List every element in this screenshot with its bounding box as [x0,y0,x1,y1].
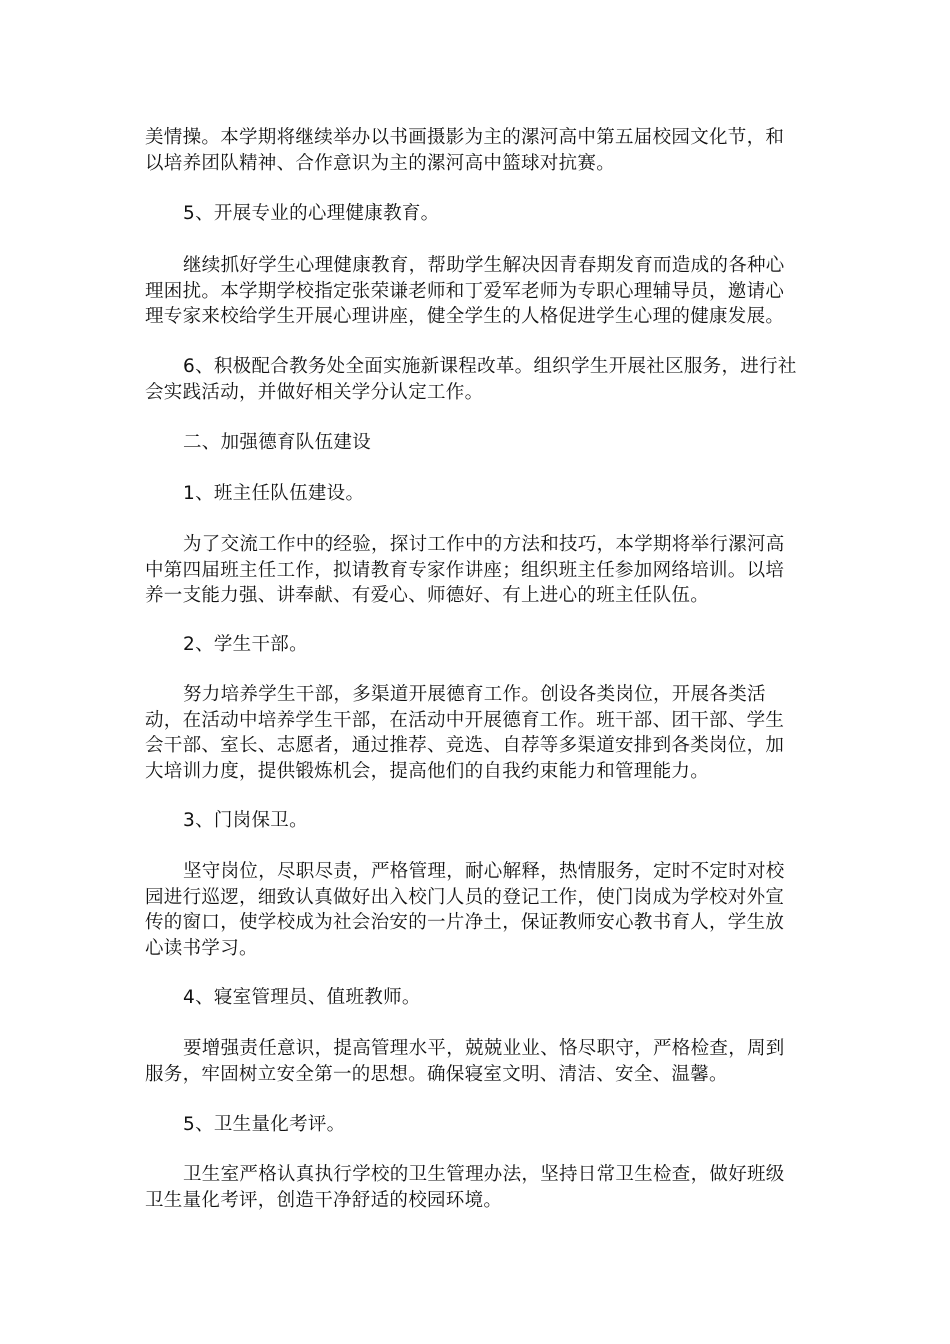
paragraph-gate-security [145,859,810,961]
heading-gate-security [145,808,810,834]
text-line: 努力培养学生干部，多渠道开展德育工作。创设各类岗位，开展各类活 [183,684,766,705]
text-line: 卫生量化考评，创造干净舒适的校园环境。 [145,1189,503,1211]
heading-dorm-management [145,985,810,1011]
text-line: 为了交流工作中的经验，探讨工作中的方法和技巧，本学期将举行漯河高 [183,534,785,555]
text-line: 大培训力度，提供锻炼机会，提高他们的自我约束能力和管理能力。 [145,760,710,782]
text-line: 坚守岗位，尽职尽责，严格管理，耐心解释，热情服务，定时不定时对校 [183,861,785,882]
text-line: 继续抓好学生心理健康教育，帮助学生解决因青春期发育而造成的各种心 [183,255,785,276]
paragraph-student-cadres [145,682,810,784]
heading-text: 5、卫生量化考评。 [183,1114,346,1135]
heading-psych-education [145,201,810,227]
heading-student-cadres [145,632,810,658]
paragraph-dorm-management [145,1036,810,1087]
heading-text: 5、开展专业的心理健康教育。 [183,203,440,224]
text-line: 园进行巡逻，细致认真做好出入校门人员的登记工作，使门岗成为学校对外宣 [145,886,785,908]
heading-text: 4、寝室管理员、值班教师。 [183,987,421,1008]
text-line: 服务，牢固树立安全第一的思想。确保寝室文明、清洁、安全、温馨。 [145,1063,728,1085]
heading-text: 3、门岗保卫。 [183,810,308,831]
text-line: 会干部、室长、志愿者，通过推荐、竞选、自荐等多渠道安排到各类岗位，加 [145,735,785,756]
text-line: 心读书学习。 [145,937,258,959]
text-line: 理困扰。本学期学校指定张荣谦老师和丁爱军老师为专职心理辅导员，邀请心 [145,280,785,302]
text-line: 美情操。本学期将继续举办以书画摄影为主的漯河高中第五届校园文化节，和 [145,127,785,148]
heading-head-teachers [145,481,810,507]
paragraph-psych-education [145,253,810,330]
text-line: 理专家来校给学生开展心理讲座，健全学生的人格促进学生心理的健康发展。 [145,306,785,327]
heading-hygiene-evaluation [145,1112,810,1138]
text-line: 中第四届班主任工作，拟请教育专家作讲座；组织班主任参加网络培训。以培 [145,559,785,581]
paragraph-hygiene-evaluation [145,1162,810,1213]
paragraph-head-teachers [145,532,810,609]
text-line: 要增强责任意识，提高管理水平，兢兢业业、恪尽职守，严格检查，周到 [183,1038,785,1059]
heading-text: 二、加强德育队伍建设 [183,432,372,453]
text-line: 6、积极配合教务处全面实施新课程改革。组织学生开展社区服务，进行社 [183,356,797,377]
text-line: 养一支能力强、讲奉献、有爱心、师德好、有上进心的班主任队伍。 [145,585,710,606]
text-line: 动，在活动中培养学生干部，在活动中开展德育工作。班干部、团干部、学生 [145,709,785,731]
heading-text: 1、班主任队伍建设。 [183,483,365,504]
text-line: 传的窗口，使学校成为社会治安的一片净土，保证教师安心教书育人，学生放 [145,912,785,933]
heading-text: 2、学生干部。 [183,634,308,655]
text-line: 以培养团队精神、合作意识为主的漯河高中篮球对抗赛。 [145,152,616,174]
paragraph-curriculum-reform [145,354,810,405]
paragraph-culture-festival [145,125,810,176]
text-line: 卫生室严格认真执行学校的卫生管理办法，坚持日常卫生检查，做好班级 [183,1164,785,1185]
heading-team-building [145,430,810,456]
text-line: 会实践活动，并做好相关学分认定工作。 [145,381,484,403]
